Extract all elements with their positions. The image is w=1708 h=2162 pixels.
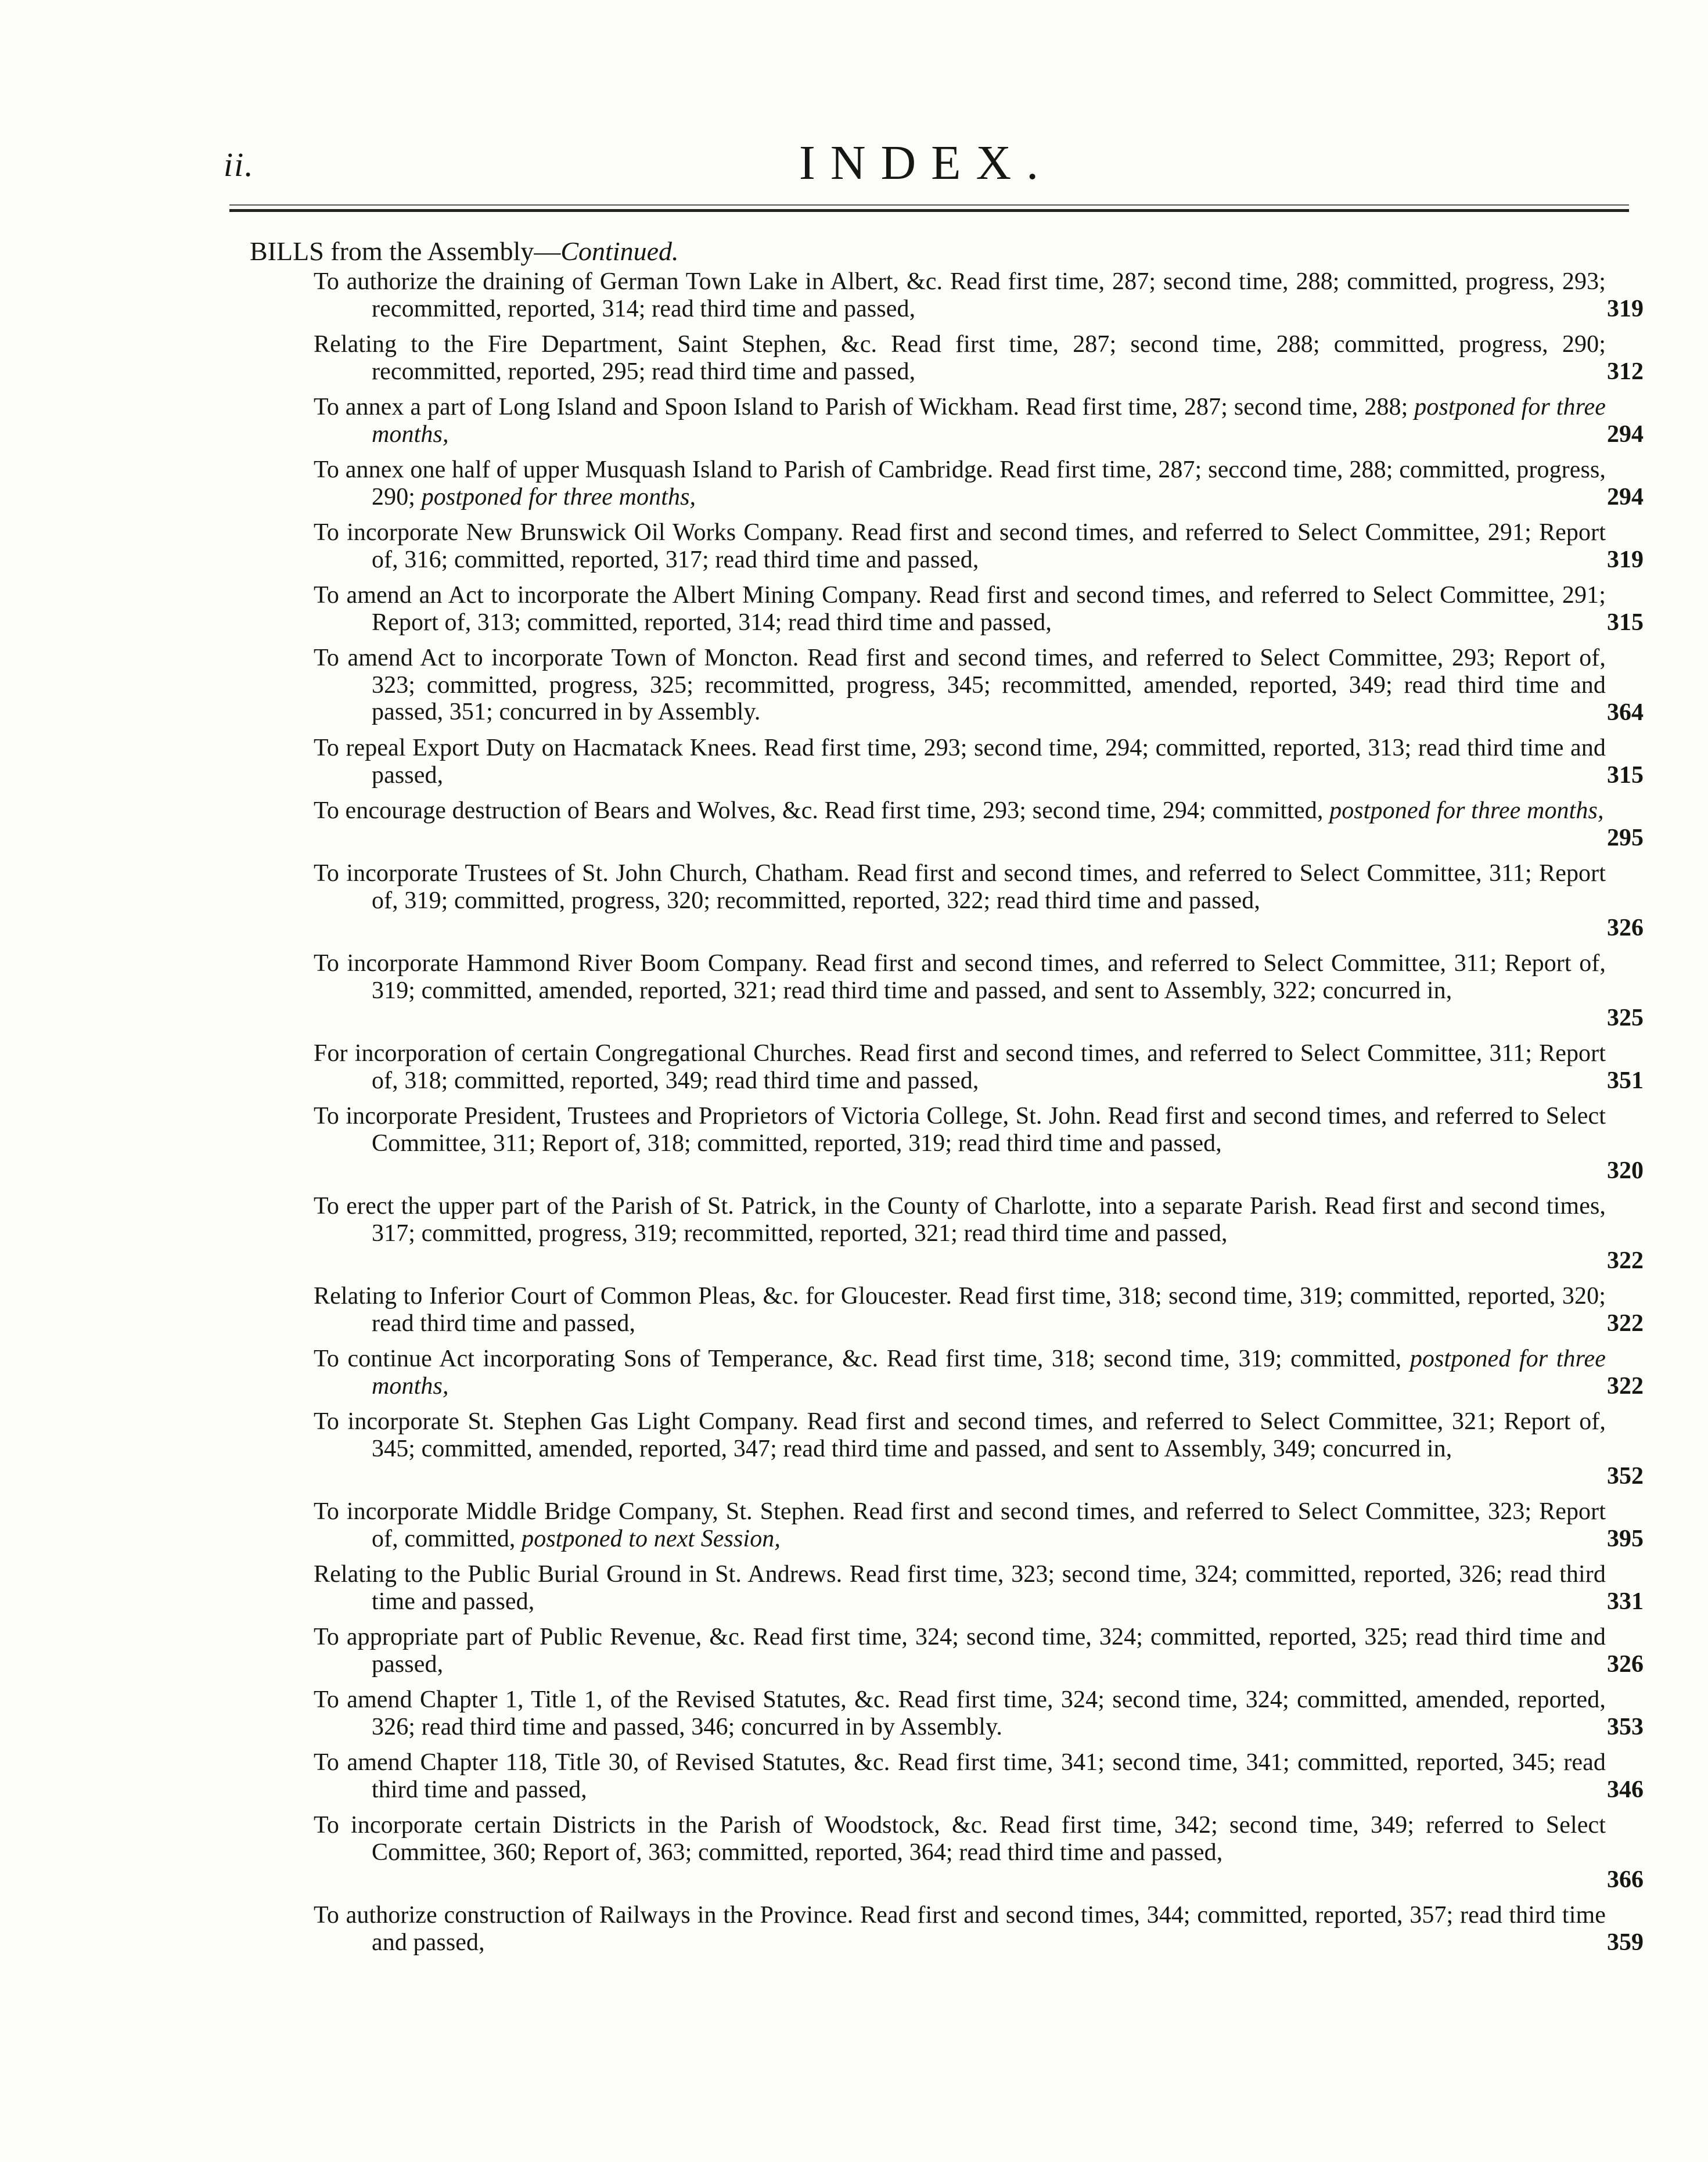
entry-page-number: 312 — [1607, 358, 1644, 385]
entry-details: Read first time, 318; second time, 319; committed, — [886, 1346, 1402, 1372]
section-heading — [250, 235, 1585, 268]
header-rule-thin — [229, 204, 1629, 206]
index-entry — [314, 1498, 1644, 1552]
header-rule-thick — [229, 209, 1629, 212]
entry-page-number: 351 — [1607, 1067, 1644, 1094]
entry-note: postponed for three months, — [372, 1346, 1606, 1400]
entry-title: Relating to the Fire Department, Saint Stephen, &c. — [314, 331, 878, 358]
entry-page-number: 352 — [1607, 1462, 1644, 1490]
entry-details: Read first and second times, and referred to Select Committee, 291; Report of, 313; committed, reported, 314; read third time and passed, — [372, 582, 1606, 636]
entry-details: Read first and second times, and referred to Select Committee, 323; Report of, committed, — [372, 1498, 1606, 1552]
entry-details: Read first and second times, and referred to Select Committee, 321; Report of, 345; committed, amended, reported, 347; read third time and passed, and sent to Assembly, 349; concurred in, — [372, 1408, 1606, 1462]
index-entry — [314, 519, 1644, 573]
entry-details: Read first time, 323; second time, 324; committed, reported, 326; read third time and passed, — [372, 1561, 1606, 1615]
entry-title: To annex one half of upper Musquash Island to Parish of Cambridge. — [314, 456, 994, 483]
index-entry — [314, 1283, 1644, 1337]
entry-details: Read first time, 324; second time, 324; committed, amended, reported, 326; read third time and passed, 346; concurred in by Assembly. — [372, 1686, 1606, 1740]
entry-page-number: 295 — [1607, 824, 1644, 851]
index-entry — [314, 1902, 1644, 1956]
entry-text — [314, 1283, 1606, 1337]
index-entry — [314, 1686, 1644, 1740]
entry-text — [314, 1346, 1606, 1400]
entry-details: Read first and second times, and referred to Select Committee, 311; Report of, 319; committed, amended, reported, 321; read third time and passed, and sent to Assembly, 322; concurred in, — [372, 950, 1606, 1004]
entry-page-number: 359 — [1607, 1929, 1644, 1956]
entry-text — [314, 456, 1606, 510]
index-entry — [314, 394, 1644, 448]
entry-title: Relating to Inferior Court of Common Pleas, &c. for Gloucester. — [314, 1283, 952, 1310]
entry-text — [314, 519, 1606, 573]
page-number: ii. — [224, 146, 254, 184]
entry-page-number: 364 — [1607, 699, 1644, 726]
entry-title: To amend Act to incorporate Town of Moncton. — [314, 645, 799, 671]
entry-details: Read first and second times, and referred to Select Committee, 311; Report of, 319; committed, progress, 320; recommitted, reported, 322; read third time and passed, — [372, 860, 1606, 914]
entry-text — [314, 1408, 1606, 1462]
entry-details: Read first and second times, and referred to Select Committee, 293; Report of, 323; committed, progress, 325; recommitted, progress, 345; recommitted, amended, reported, 349; read third time and passed, 351; concurred in by Assembly. — [372, 645, 1606, 725]
entry-text — [314, 331, 1606, 385]
entry-page-number: 325 — [1607, 1004, 1644, 1031]
index-entries — [314, 268, 1644, 1965]
entry-page-number: 395 — [1607, 1525, 1644, 1552]
index-entry — [314, 268, 1644, 322]
entry-details: Read first and second times, and referred to Select Committee, 311; Report of, 318; committed, reported, 349; read third time and passed, — [372, 1040, 1606, 1094]
entry-page-number: 319 — [1607, 546, 1644, 573]
entry-title: To amend Chapter 118, Title 30, of Revised Statutes, &c. — [314, 1749, 890, 1776]
entry-details: Read first time, 287; seccond time, 288; committed, progress, 290; — [372, 456, 1606, 510]
entry-title: To authorize construction of Railways in the Province. — [314, 1902, 854, 1929]
entry-note: postponed for three months, — [1329, 797, 1604, 824]
entry-details: Read first time, 341; second time, 341; committed, reported, 345; read third time and passed, — [372, 1749, 1606, 1803]
entry-text — [314, 1103, 1606, 1157]
index-entry — [314, 1103, 1644, 1184]
section-heading-prefix: BILLS from the Assembly— — [250, 236, 561, 266]
entry-page-number: 326 — [1607, 1650, 1644, 1678]
entry-text — [314, 1040, 1606, 1094]
entry-title: To encourage destruction of Bears and Wolves, &c. — [314, 797, 819, 824]
entry-title: To incorporate Trustees of St. John Church, Chatham. — [314, 860, 850, 887]
entry-text — [314, 1498, 1606, 1552]
entry-page-number: 366 — [1607, 1866, 1644, 1893]
section-heading-continued: Continued. — [560, 236, 679, 266]
entry-details: Read first and second times, and referred to Select Committee, 311; Report of, 318; committed, reported, 319; read third time and passed, — [372, 1103, 1606, 1157]
entry-title: To repeal Export Duty on Hacmatack Knees. — [314, 735, 757, 761]
entry-page-number: 294 — [1607, 420, 1644, 448]
index-entry — [314, 1624, 1644, 1678]
entry-page-number: 322 — [1607, 1310, 1644, 1337]
entry-details: Read first time, 324; second time, 324; committed, reported, 325; read third time and passed, — [372, 1624, 1606, 1678]
entry-title: To incorporate Middle Bridge Company, St. Stephen. — [314, 1498, 846, 1525]
entry-page-number: 322 — [1607, 1372, 1644, 1400]
index-entry — [314, 582, 1644, 636]
entry-text — [314, 860, 1606, 914]
index-entry — [314, 1408, 1644, 1490]
entry-details: Read first time, 287; second time, 288; — [1025, 394, 1408, 420]
entry-text — [314, 394, 1606, 448]
entry-page-number: 320 — [1607, 1157, 1644, 1184]
index-entry — [314, 950, 1644, 1031]
entry-details: Read first time, 293; second time, 294; committed, — [824, 797, 1324, 824]
index-entry — [314, 735, 1644, 789]
entry-details: Read first and second times, 317; committed, progress, 319; recommitted, reported, 321; read third time and passed, — [372, 1193, 1606, 1247]
entry-details: Read first time, 318; second time, 319; committed, reported, 320; read third time and passed, — [372, 1283, 1606, 1337]
entry-text — [314, 645, 1606, 726]
entry-page-number: 315 — [1607, 761, 1644, 789]
entry-title: To annex a part of Long Island and Spoon Island to Parish of Wickham. — [314, 394, 1020, 420]
entry-page-number: 346 — [1607, 1776, 1644, 1803]
entry-page-number: 326 — [1607, 914, 1644, 941]
index-entry — [314, 1812, 1644, 1893]
entry-text — [314, 1624, 1606, 1678]
entry-details: Read first and second times, 344; committed, reported, 357; read third time and passed, — [372, 1902, 1606, 1956]
entry-text — [314, 797, 1606, 825]
index-entry — [314, 1040, 1644, 1094]
entry-text — [314, 1812, 1606, 1866]
index-entry — [314, 1749, 1644, 1803]
entry-title: For incorporation of certain Congregational Churches. — [314, 1040, 853, 1067]
entry-details: Read first time, 287; second time, 288; committed, progress, 293; recommitted, reported, 314; read third time and passed, — [372, 268, 1606, 322]
entry-title: To continue Act incorporating Sons of Temperance, &c. — [314, 1346, 879, 1372]
entry-text — [314, 950, 1606, 1004]
entry-title: To incorporate certain Districts in the Parish of Woodstock, &c. — [314, 1812, 988, 1839]
entry-details: Read first time, 287; second time, 288; committed, progress, 290; recommitted, reported, 295; read third time and passed, — [372, 331, 1606, 385]
index-entry — [314, 456, 1644, 510]
entry-page-number: 294 — [1607, 483, 1644, 510]
entry-title: To incorporate President, Trustees and Proprietors of Victoria College, St. John. — [314, 1103, 1102, 1129]
entry-title: To appropriate part of Public Revenue, &c. — [314, 1624, 746, 1650]
index-entry — [314, 797, 1644, 851]
entry-text — [314, 1193, 1606, 1247]
entry-text — [314, 1749, 1606, 1803]
entry-note: postponed for three months, — [421, 483, 696, 510]
entry-title: To incorporate St. Stephen Gas Light Company. — [314, 1408, 799, 1435]
entry-title: Relating to the Public Burial Ground in St. Andrews. — [314, 1561, 843, 1588]
index-entry — [314, 1193, 1644, 1274]
entry-text — [314, 1686, 1606, 1740]
entry-title: To incorporate New Brunswick Oil Works Company. — [314, 519, 844, 546]
entry-details: Read first and second times, and referred to Select Committee, 291; Report of, 316; committed, reported, 317; read third time and passed, — [372, 519, 1606, 573]
entry-note: postponed to next Session, — [522, 1525, 781, 1552]
entry-title: To amend Chapter 1, Title 1, of the Revised Statutes, &c. — [314, 1686, 891, 1713]
index-entry — [314, 1346, 1644, 1400]
entry-title: To erect the upper part of the Parish of St. Patrick, in the County of Charlotte, into a separate Parish. — [314, 1193, 1318, 1220]
entry-page-number: 322 — [1607, 1247, 1644, 1274]
entry-page-number: 331 — [1607, 1588, 1644, 1615]
entry-text — [314, 1902, 1606, 1956]
entry-title: To amend an Act to incorporate the Albert Mining Company. — [314, 582, 922, 609]
entry-title: To authorize the draining of German Town Lake in Albert, &c. — [314, 268, 943, 295]
entry-text — [314, 582, 1606, 636]
index-entry — [314, 331, 1644, 385]
entry-note: postponed for three months, — [372, 394, 1606, 448]
entry-page-number: 315 — [1607, 609, 1644, 636]
page-header — [224, 135, 1629, 190]
page-title: INDEX. — [799, 136, 1054, 190]
entry-text — [314, 268, 1606, 322]
entry-title: To incorporate Hammond River Boom Company. — [314, 950, 808, 977]
entry-page-number: 319 — [1607, 295, 1644, 322]
index-entry — [314, 645, 1644, 726]
index-entry — [314, 1561, 1644, 1615]
entry-details: Read first time, 342; second time, 349; referred to Select Committee, 360; Report of, 363; committed, reported, 364; read third time and passed, — [372, 1812, 1606, 1866]
entry-details: Read first time, 293; second time, 294; committed, reported, 313; read third time and passed, — [372, 735, 1606, 789]
entry-page-number: 353 — [1607, 1713, 1644, 1740]
index-entry — [314, 860, 1644, 941]
entry-text — [314, 1561, 1606, 1615]
entry-text — [314, 735, 1606, 789]
